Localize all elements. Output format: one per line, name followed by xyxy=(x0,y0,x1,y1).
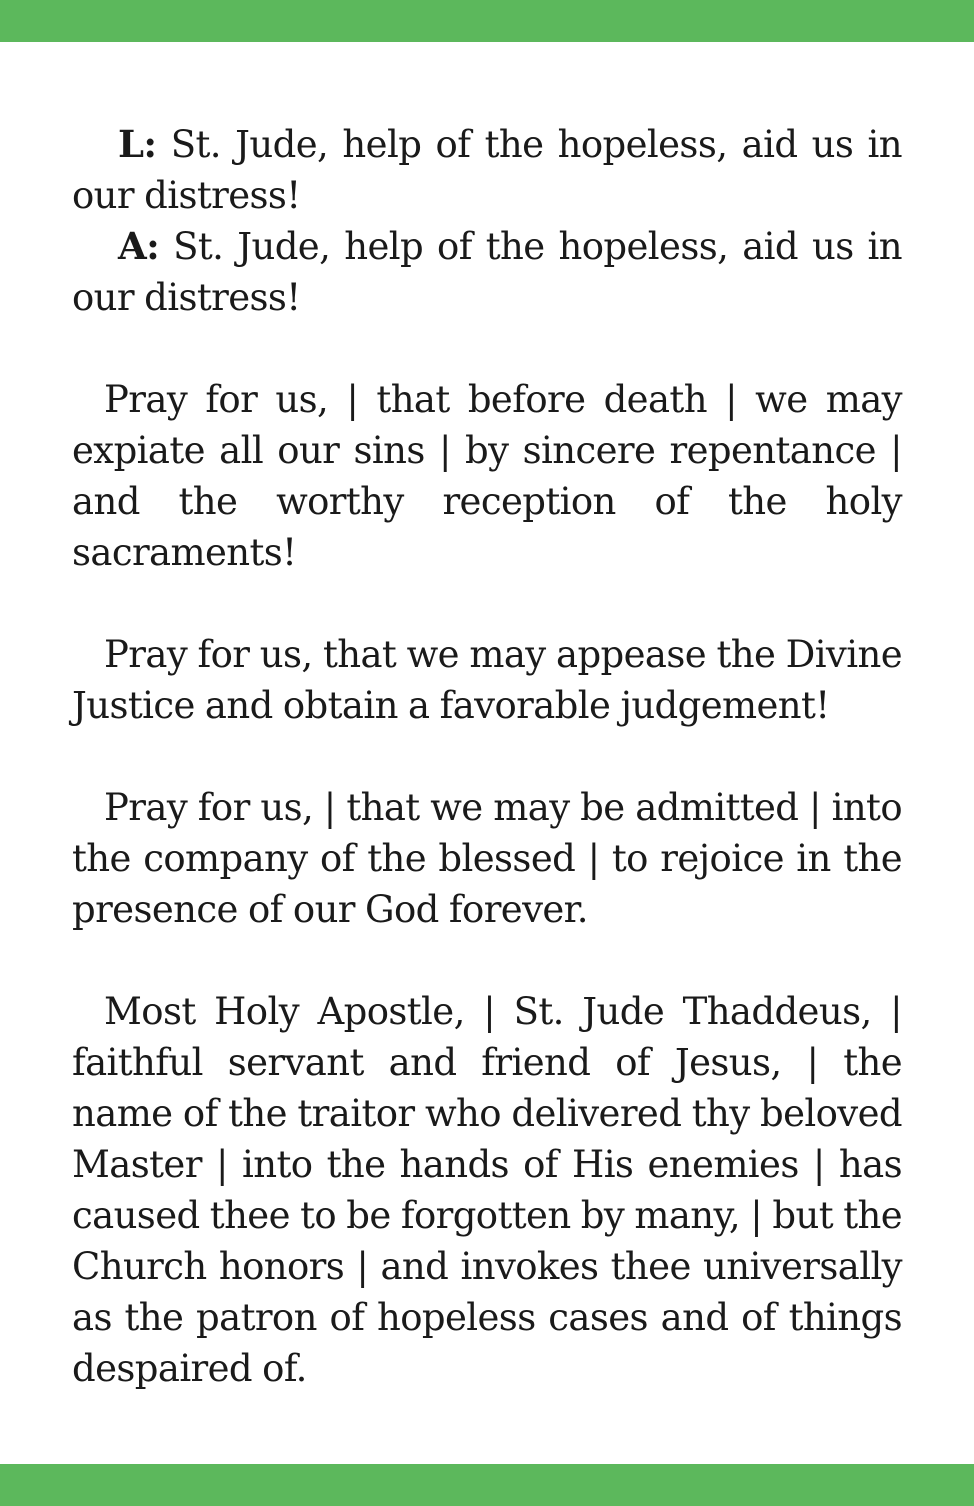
prayer-paragraph-4: Most Holy Apostle, | St. Jude Thaddeus, | faithful servant and friend of Jesus, | the name of the traitor who delivered thy beloved Master | into the hands of His enemies | has caused thee to be forgotten by many, | but the Church honors | and invokes thee universally as the patron of hopeless cases and of things despaired of. xyxy=(72,990,902,1390)
all-text: St. Jude, help of the hopeless, aid us in our distress! xyxy=(72,225,902,319)
all-line xyxy=(72,221,902,323)
paragraph-gap xyxy=(72,731,902,782)
paragraph-gap xyxy=(72,935,902,986)
leader-text: St. Jude, help of the hopeless, aid us in our distress! xyxy=(72,123,902,217)
speaker-label-leader: L: xyxy=(118,122,157,166)
speaker-label-all: A: xyxy=(118,224,160,268)
top-border-bar xyxy=(0,0,974,42)
prayer-paragraph-3: Pray for us, | that we may be admitted | into the company of the blessed | to rejoice in the presence of our God forever. xyxy=(72,786,902,931)
prayer-paragraph-2: Pray for us, that we may appease the Divine Justice and obtain a favorable judgement! xyxy=(72,633,902,727)
prayer-paragraph-1: Pray for us, | that before death | we may expiate all our sins | by sincere repentance | and the worthy reception of the holy sacraments! xyxy=(72,378,902,574)
prayer-text xyxy=(72,119,902,1394)
leader-line xyxy=(72,119,902,221)
paragraph-gap xyxy=(72,578,902,629)
paragraph-gap xyxy=(72,323,902,374)
bottom-border-bar xyxy=(0,1464,974,1506)
